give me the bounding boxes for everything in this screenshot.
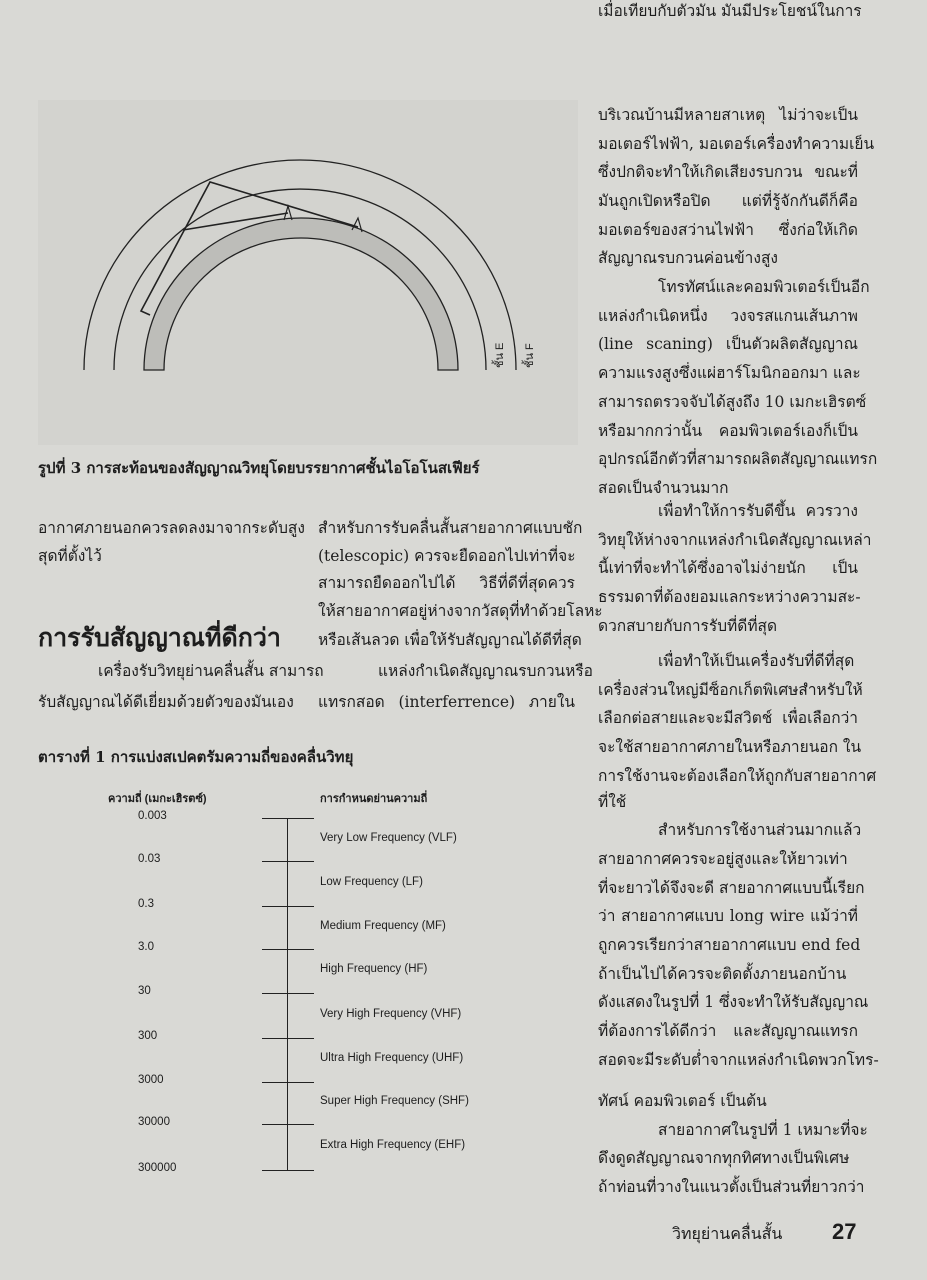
text-line: เพื่อทำให้การรับดีขึ้น ควรวาง [658,502,858,520]
text-line: ธรรมดาที่ต้องยอมแลกระหว่างความสะ- [598,588,861,606]
frequency-value: 0.003 [138,810,167,822]
frequency-value: 300 [138,1030,158,1042]
spectrum-tick [262,861,314,862]
text-line: สัญญาณรบกวนค่อนข้างสูง [598,249,778,267]
text-line: (telescopic) ควรจะยืดออกไปเท่าที่จะ [318,547,576,565]
spectrum-axis [287,818,288,1170]
text-line: (line scaning) เป็นตัวผลิตสัญญาณ [598,335,858,353]
band-label: Super High Frequency (SHF) [320,1095,469,1107]
text-line: สำหรับการรับคลื่นสั้นสายอากาศแบบชัก [318,519,583,537]
text-line: สายอากาศควรจะอยู่สูงและให้ยาวเท่า [598,850,848,868]
text-line: ถ้าท่อนที่วางในแนวตั้งเป็นส่วนที่ยาวกว่า [598,1178,865,1196]
layer-e-label: ชั้น E [494,342,506,368]
footer-title: วิทยุย่านคลื่นสั้น [672,1224,783,1243]
layer-f-label: ชั้น F [524,343,536,368]
text-line: สามารถตรวจจับได้สูงถึง 10 เมกะเฮิรตซ์ [598,393,867,411]
frequency-value: 0.03 [138,853,161,865]
text-line: โทรทัศน์และคอมพิวเตอร์เป็นอีก [658,278,870,296]
frequency-value: 3000 [138,1074,164,1086]
text-line: มันถูกเปิดหรือปิด แต่ที่รู้จักกันดีก็คือ [598,192,858,210]
spectrum-tick [262,906,314,907]
text-line: มอเตอร์ไฟฟ้า, มอเตอร์เครื่องทำความเย็น [598,135,875,153]
text-line: นี้เท่าที่จะทำได้ซึ่งอาจไม่ง่ายนัก เป็น [598,559,858,577]
figure-caption: รูปที่ 3 การสะท้อนของสัญญาณวิทยุโดยบรรยากาศชั้นไอโอโนสเฟียร์ [38,459,480,477]
section-heading: การรับสัญญาณที่ดีกว่า [38,623,281,652]
text-line: เครื่องรับวิทยุย่านคลื่นสั้น สามารถ [98,662,324,680]
text-line: เมื่อเทียบกับตัวมัน มันมีประโยชน์ในการ [598,2,862,20]
text-line: ดวกสบายกับการรับที่ดีที่สุด [598,617,778,635]
text-line: วิทยุให้ห่างจากแหล่งกำเนิดสัญญาณเหล่า [598,531,872,549]
page-number: 27 [832,1219,857,1244]
band-label: Extra High Frequency (EHF) [320,1139,466,1151]
text-line: หรือเส้นลวด เพื่อให้รับสัญญาณได้ดีที่สุด [318,631,582,649]
text-line: สอดเป็นจำนวนมาก [598,479,729,497]
band-label: High Frequency (HF) [320,963,428,975]
text-line: เครื่องส่วนใหญ่มีซ็อกเก็ตพิเศษสำหรับให้ [598,681,863,699]
text-line: ที่จะยาวได้จึงจะดี สายอากาศแบบนี้เรียก [598,879,865,897]
text-line: เลือกต่อสายและจะมีสวิตช์ เพื่อเลือกว่า [598,709,858,727]
text-line: สายอากาศในรูปที่ 1 เหมาะที่จะ [658,1121,868,1139]
band-label: Low Frequency (LF) [320,875,423,888]
text-line: ว่า สายอากาศแบบ long wire แม้ว่าที่ [598,907,858,925]
band-label: Very High Frequency (VHF) [320,1007,462,1020]
text-line: สุดที่ตั้งไว้ [38,547,102,565]
text-line: รับสัญญาณได้ดีเยี่ยมด้วยตัวของมันเอง [38,693,294,711]
text-line: แทรกสอด (interferrence) ภายใน [318,693,575,711]
text-line: ดังแสดงในรูปที่ 1 ซึ่งจะทำให้รับสัญญาณ [598,993,869,1011]
text-line: แหล่งกำเนิดสัญญาณรบกวนหรือ [378,662,593,680]
text-line: อุปกรณ์อีกตัวที่สามารถผลิตสัญญาณแทรก [598,450,878,468]
frequency-value: 0.3 [138,898,154,910]
earth-band [144,218,458,370]
text-line: แหล่งกำเนิดหนึ่ง วงจรสแกนเส้นภาพ [598,307,858,325]
band-label: Very Low Frequency (VLF) [320,831,457,844]
text-line: เพื่อทำให้เป็นเครื่องรับที่ดีที่สุด [658,652,855,670]
text-line: ถ้าเป็นไปได้ควรจะติดตั้งภายนอกบ้าน [598,965,847,983]
band-label: Ultra High Frequency (UHF) [320,1052,464,1064]
spectrum-tick [262,949,314,950]
text-line: ทัศน์ คอมพิวเตอร์ เป็นต้น [598,1092,767,1110]
text-line: ซึ่งปกติจะทำให้เกิดเสียงรบกวน ขณะที่ [598,163,858,181]
text-line: ถูกควรเรียกว่าสายอากาศแบบ end fed [598,936,861,954]
spectrum-tick [262,1082,314,1083]
frequency-value: 3.0 [138,941,154,953]
spectrum-tick [262,1038,314,1039]
text-line: มอเตอร์ของสว่านไฟฟ้า ซึ่งก่อให้เกิด [598,221,858,239]
spectrum-tick [262,818,314,819]
text-line: การใช้งานจะต้องเลือกให้ถูกกับสายอากาศ [598,767,877,785]
text-line: สำหรับการใช้งานส่วนมากแล้ว [658,821,862,839]
frequency-value: 30000 [138,1116,170,1128]
layer-e-arc [114,189,486,370]
text-line: จะใช้สายอากาศภายในหรือภายนอก ใน [598,738,862,756]
spectrum-tick [262,1170,314,1171]
text-line: ให้สายอากาศอยู่ห่างจากวัสดุที่ทำด้วยโลหะ [318,602,603,620]
frequency-value: 30 [138,985,151,997]
table-col2-header: การกำหนดย่านความถี่ [320,793,428,805]
text-line: ที่ใช้ [598,793,627,811]
text-line: บริเวณบ้านมีหลายสาเหตุ ไม่ว่าจะเป็น [598,106,858,124]
text-line: สามารถยืดออกไปได้ วิธีที่ดีที่สุดควร [318,574,575,592]
ionosphere-reflection-diagram [0,0,600,450]
text-line: ดึงดูดสัญญาณจากทุกทิศทางเป็นพิเศษ [598,1149,850,1167]
table-caption: ตารางที่ 1 การแบ่งสเปคตรัมความถี่ของคลื่นวิทยุ [38,748,354,766]
text-line: ความแรงสูงซึ่งแผ่ฮาร์โมนิกออกมา และ [598,364,861,382]
table-col1-header: ความถี่ (เมกะเฮิรตซ์) [108,793,207,805]
frequency-value: 300000 [138,1162,177,1174]
text-line: สอดจะมีระดับต่ำจากแหล่งกำเนิดพวกโทร- [598,1051,879,1069]
text-line: อากาศภายนอกควรลดลงมาจากระดับสูง [38,519,305,537]
text-line: ที่ต้องการได้ดีกว่า และสัญญาณแทรก [598,1022,858,1040]
band-label: Medium Frequency (MF) [320,919,446,932]
text-line: หรือมากกว่านั้น คอมพิวเตอร์เองก็เป็น [598,422,858,440]
spectrum-tick [262,993,314,994]
spectrum-tick [262,1124,314,1125]
